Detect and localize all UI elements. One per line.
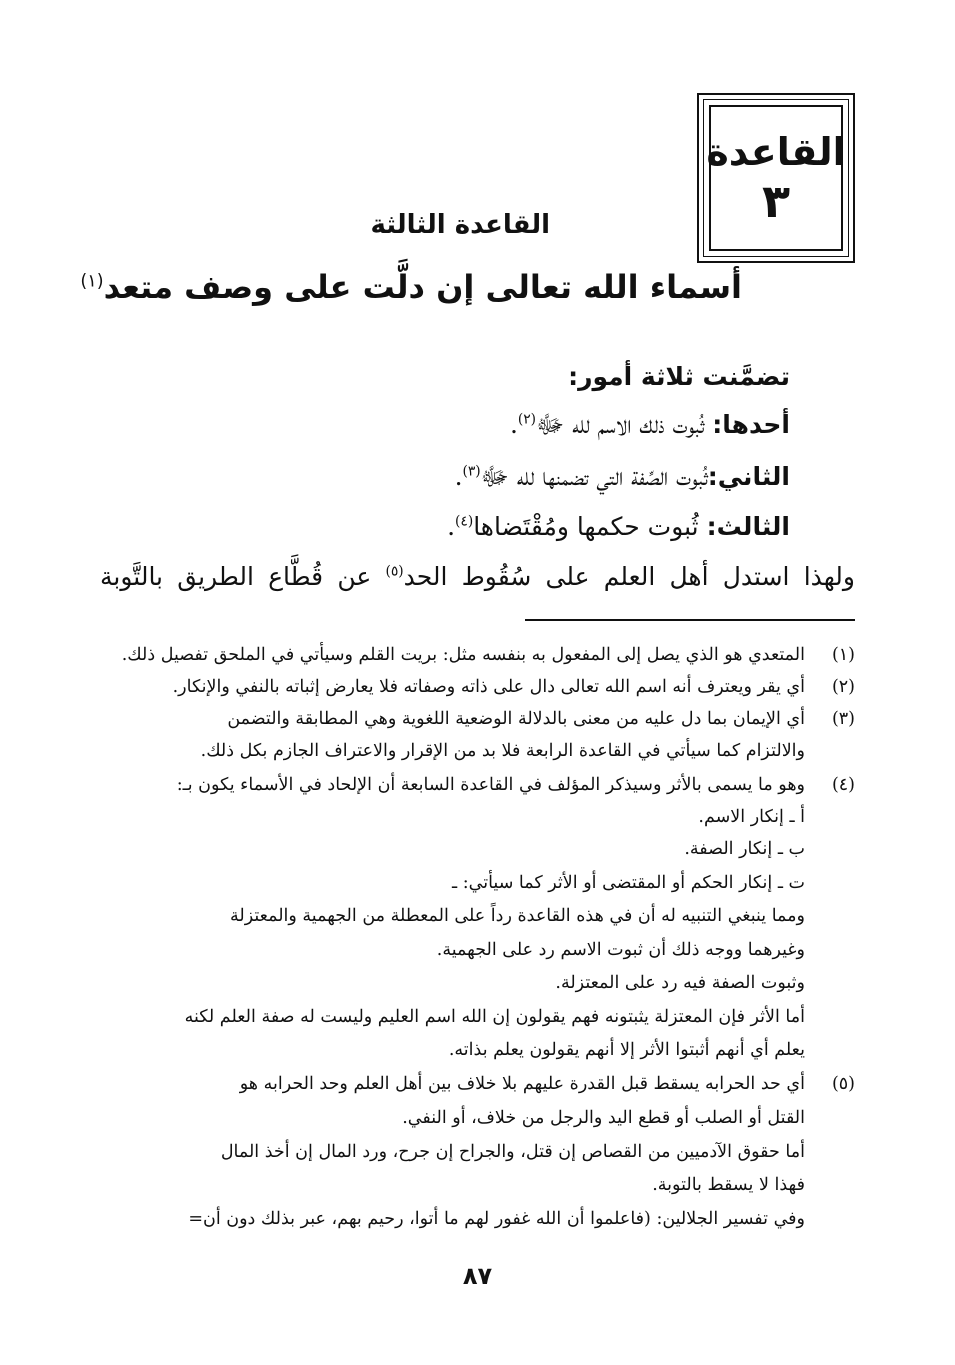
- footnote-4-line-2: أ ـ إنكار الاسم.: [698, 807, 805, 827]
- footnote-number: (٣): [831, 709, 855, 729]
- item-text: ثُبوت حكمها ومُقْتَضاها: [473, 512, 707, 541]
- footnote-4-line-9: يعلم أي أنهم أثبتوا الأثر إلا أنهم يقولون يعلم بذاته.: [448, 1040, 805, 1060]
- footnote-ref: (٥): [385, 563, 404, 580]
- footnote-5-line-5: وفي تفسير الجلالين: (فاعلموا أن الله غفور لهم ما أتوا، رحيم بهم، عبر بذلك دون أن=: [188, 1209, 805, 1229]
- footnote-4-line-3: ب ـ إنكار الصفة.: [684, 839, 805, 859]
- main-title-text: أسماء الله تعالى إن دلَّت على وصف متعد: [103, 268, 742, 306]
- footnote-5-line-2: القتل أو الصلب أو قطع اليد والرجل من خلاف، أو النفي.: [402, 1108, 805, 1128]
- footnote-3: [95, 709, 855, 729]
- item-label: الثالث:: [706, 512, 790, 541]
- rule-subtitle: القاعدة الثالثة: [370, 210, 550, 240]
- footnote-line: أي حد الحرابه يسقط قبل القدرة عليهم بلا خلاف بين أهل العلم وحد الحرابه هو: [239, 1074, 805, 1094]
- footnote-number: (١): [831, 645, 855, 665]
- footnote-number: (٥): [831, 1074, 855, 1094]
- rule-box-number: ٣: [761, 173, 791, 228]
- footnote-4-line-6: وغيرهما ووجه ذلك أن ثبوت الاسم رد على الجهمية.: [436, 940, 805, 960]
- footnote-1: [95, 645, 855, 665]
- footnote-3-line-2: والالتزام كما سيأتي في القاعدة الرابعة فلا بد من الإقرار والاعتراف الجازم بكل ذلك.: [200, 741, 805, 761]
- footnote-5-line-3: أما حقوق الآدميين من القصاص إن قتل، والجراح إن جرح، ورد المال إن أخذ المال: [220, 1142, 805, 1162]
- item-label: أحدها:: [712, 410, 790, 439]
- rule-box-word: القاعدة: [706, 130, 846, 175]
- footnote-line: وهو ما يسمى بالأثر وسيذكر المؤلف في القاعدة السابعة أن الإلحاد في الأسماء يكون بـ:: [176, 775, 805, 795]
- item-end: .: [447, 512, 456, 541]
- footnote-4-line-5: ومما ينبغي التنبيه له أن في هذه القاعدة رداً على المعطلة من الجهمية والمعتزلة: [230, 906, 805, 926]
- item-text: ثُبوت ذلك الاسم لله ﷻ: [536, 410, 713, 439]
- rule-number-box: [697, 93, 855, 263]
- footnote-ref: (٢): [517, 411, 537, 428]
- footnote-separator: [525, 619, 855, 621]
- last-line-after: عن قُطَّاع الطريق بالتَّوبة: [100, 562, 386, 591]
- footnote-line: المتعدي هو الذي يصل إلى المفعول به بنفسه مثل: بريت القلم وسيأتي في الملحق تفصيل ذلك.: [121, 645, 805, 665]
- item-text: ثُبوت الصِّفة التي تضمنها لله ﷻ: [480, 462, 708, 491]
- footnote-5-line-4: فهذا لا يسقط بالتوبة.: [652, 1175, 805, 1195]
- page-number: ٨٧: [462, 1262, 493, 1290]
- body-item-2: [100, 462, 790, 492]
- footnote-4-line-8: أما الأثر فإن المعتزلة يثبتونه فهم يقولون إن الله اسم العليم وليست له صفة العلم لكنه: [184, 1007, 805, 1027]
- body-last-line: [100, 562, 855, 592]
- item-end: .: [454, 462, 463, 491]
- footnote-line: أي الإيمان بما دل عليه من معنى بالدلالة الوضعية اللغوية وهي المطابقة والتضمن: [227, 709, 805, 729]
- footnote-ref: (٣): [462, 463, 481, 480]
- footnote-5: [95, 1074, 855, 1094]
- footnote-4: [95, 775, 855, 795]
- footnote-ref: (١): [80, 271, 104, 292]
- rule-box-content: [706, 105, 846, 251]
- last-line-before: ولهذا استدل أهل العلم على سُقُوط الحد: [403, 562, 855, 591]
- item-end: .: [509, 410, 518, 439]
- body-intro: [100, 362, 790, 392]
- footnote-line: أي يقر ويعترف أنه اسم الله تعالى دال على ذاته وصفاته فلا يعارض إثباته بالنفي والإنكار.: [172, 677, 805, 697]
- footnote-4-line-7: وثبوت الصفة فيه رد على المعتزلة.: [555, 973, 805, 993]
- body-item-3: [100, 512, 790, 542]
- rule-main-title: [80, 268, 742, 306]
- item-label: الثاني:: [707, 462, 790, 491]
- body-item-1: [100, 410, 790, 440]
- footnote-number: (٢): [831, 677, 855, 697]
- footnote-4-line-4: ت ـ إنكار الحكم أو المقتضى أو الأثر كما سيأتي: ـ: [452, 873, 805, 893]
- footnote-2: [95, 677, 855, 697]
- body-intro-text: تضمَّنت ثلاثة أمور:: [568, 362, 790, 391]
- footnote-ref: (٤): [455, 513, 474, 530]
- footnote-number: (٤): [831, 775, 855, 795]
